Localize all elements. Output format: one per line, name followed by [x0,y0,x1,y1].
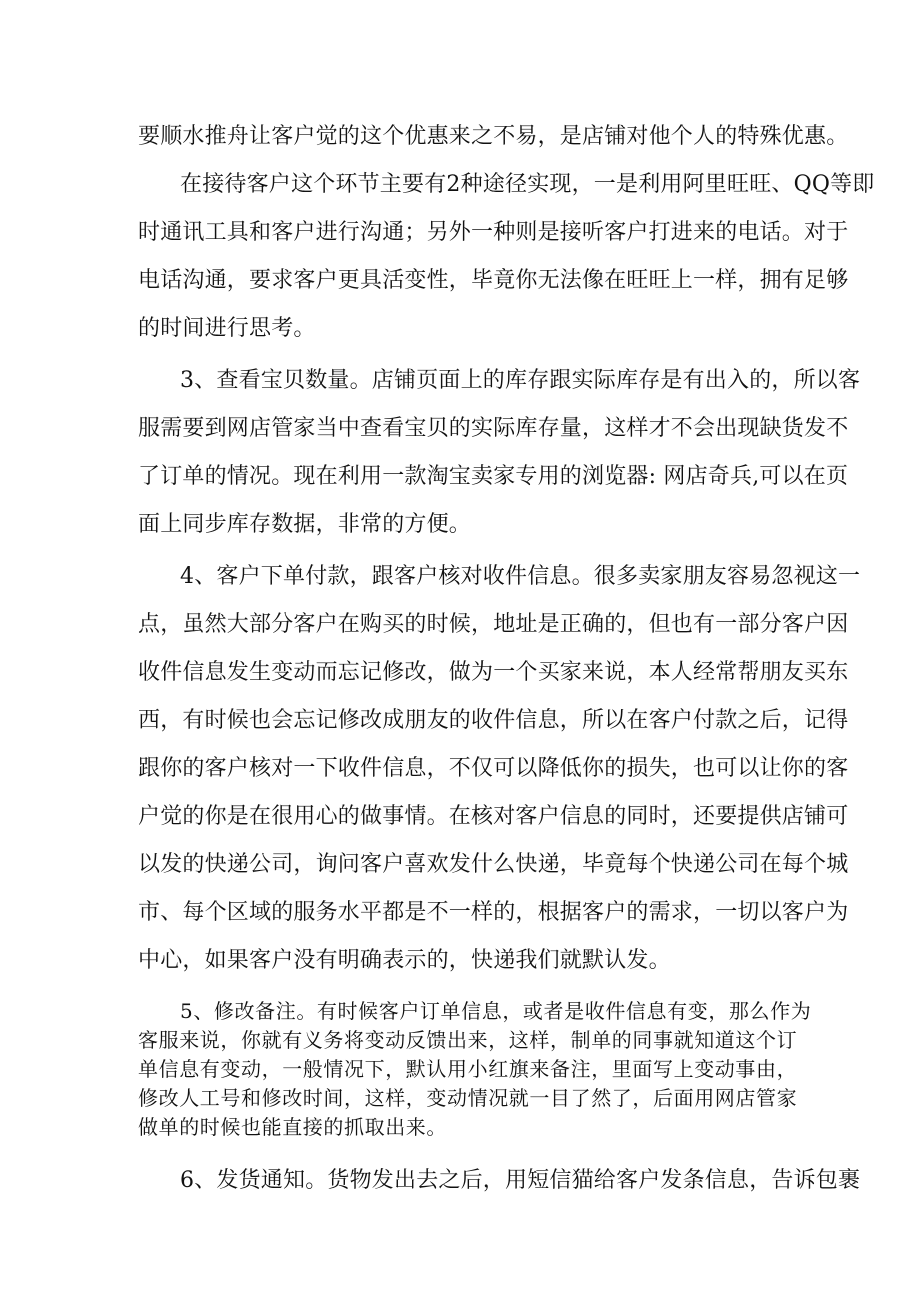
paragraph-first-line: 6、发货通知。货物发出去之后，用短信猫给客户发条信息，告诉包裹 [180,1168,861,1193]
text-line: 点，虽然大部分客户在购买的时候，地址是正确的，但也有一部分客户因 [138,612,849,637]
text-line: 西，有时候也会忘记修改成朋友的收件信息，所以在客户付款之后，记得 [138,708,849,733]
text-line: 做单的时候也能直接的抓取出来。 [138,1115,447,1139]
text-line: 时通讯工具和客户进行沟通；另外一种则是接听客户打进来的电话。对于 [138,220,849,245]
text-line: 收件信息发生变动而忘记修改，做为一个买家来说，本人经常帮朋友买东 [138,660,849,685]
text-line: 要顺水推舟让客户觉的这个优惠来之不易，是店铺对他个人的特殊优惠。 [138,124,849,149]
paragraph-first-line: 3、查看宝贝数量。店铺页面上的库存跟实际库存是有出入的，所以客 [180,368,861,393]
text-line: 跟你的客户核对一下收件信息，不仅可以降低你的损失，也可以让你的客 [138,756,849,781]
paragraph-first-line: 5、修改备注。有时候客户订单信息，或者是收件信息有变，那么作为 [180,999,812,1023]
paragraph-first-line: 4、客户下单付款，跟客户核对收件信息。很多卖家朋友容易忽视这一 [180,564,861,589]
text-line: 单信息有变动，一般情况下，默认用小红旗来备注，里面写上变动事由， [138,1057,798,1081]
text-line: 电话沟通，要求客户更具活变性，毕竟你无法像在旺旺上一样，拥有足够 [138,268,849,293]
text-line: 的时间进行思考。 [138,316,316,341]
text-line: 了订单的情况。现在利用一款淘宝卖家专用的浏览器: 网店奇兵,可以在页 [138,464,849,489]
text-line: 服需要到网店管家当中查看宝贝的实际库存量，这样才不会出现缺货发不 [138,416,849,441]
text-line: 户觉的你是在很用心的做事情。在核对客户信息的同时，还要提供店铺可 [138,804,849,829]
text-line: 修改人工号和修改时间，这样，变动情况就一目了然了，后面用网店管家 [138,1086,798,1110]
text-line: 市、每个区域的服务水平都是不一样的，根据客户的需求，一切以客户为 [138,900,849,925]
paragraph-first-line: 在接待客户这个环节主要有2种途径实现，一是利用阿里旺旺、QQ等即 [180,172,875,197]
text-line: 中心，如果客户没有明确表示的，快递我们就默认发。 [138,948,671,973]
text-line: 面上同步库存数据，非常的方便。 [138,512,472,537]
text-line: 客服来说，你就有义务将变动反馈出来，这样，制单的同事就知道这个订 [138,1028,798,1052]
text-line: 以发的快递公司，询问客户喜欢发什么快递，毕竟每个快递公司在每个城 [138,852,849,877]
